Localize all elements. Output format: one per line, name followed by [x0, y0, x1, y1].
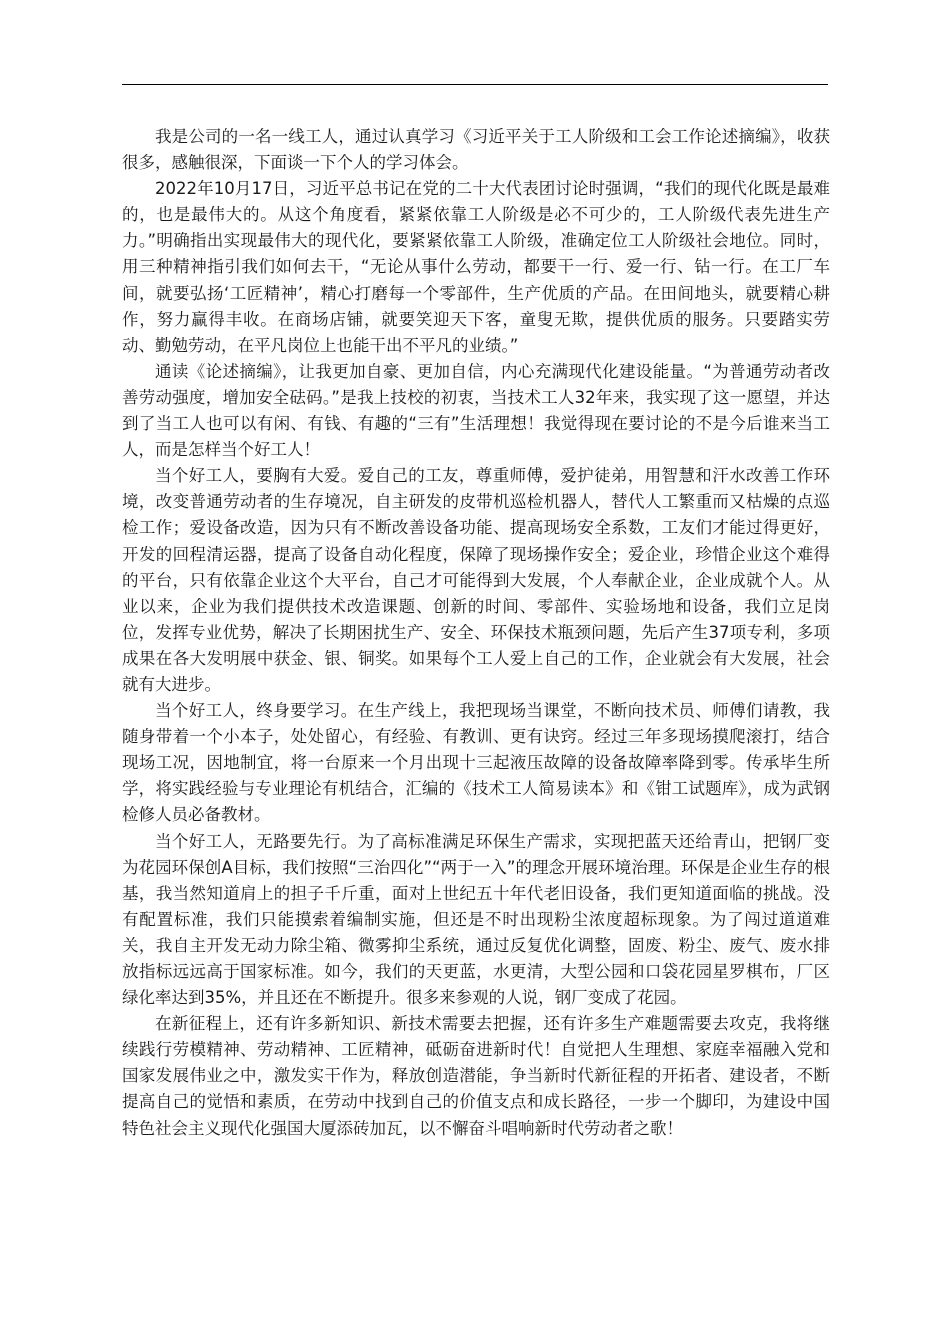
- header-rule: [122, 84, 828, 85]
- paragraph-reading: 通读《论述摘编》，让我更加自豪、更加自信，内心充满现代化建设能量。“为普通劳动者改善劳动强度，增加安全砝码。”是我上技校的初衷，当技术工人32年来，我实现了这一愿望，并达到了当工人也可以有闲、有钱、有趣的“三有”生活理想！我觉得现在要讨论的不是今后谁来当工人，而是怎样当个好工人！: [122, 361, 830, 460]
- document-body: [122, 124, 830, 1142]
- paragraph-learning: 当个好工人，终身要学习。在生产线上，我把现场当课堂，不断向技术员、师傅们请教，我随身带着一个小本子，处处留心，有经验、有教训、更有诀窍。经过三年多现场摸爬滚打，结合现场工况，因地制宜，将一台原来一个月出现十三起液压故障的设备故障率降到零。传承毕生所学，将实践经验与专业理论有机结合，汇编的《技术工人简易读本》和《钳工试题库》，成为武钢检修人员必备教材。: [122, 701, 830, 825]
- paragraph-love: 当个好工人，要胸有大爱。爱自己的工友，尊重师傅，爱护徒弟，用智慧和汗水改善工作环境，改变普通劳动者的生存境况，自主研发的皮带机巡检机器人，替代人工繁重而又枯燥的点巡检工作；爱设备改造，因为只有不断改善设备功能、提高现场安全系数，工友们才能过得更好，开发的回程清运器，提高了设备自动化程度，保障了现场操作安全；爱企业，珍惜企业这个难得的平台，只有依靠企业这个大平台，自己才可能得到大发展，个人奉献企业，企业成就个人。从业以来，企业为我们提供技术改造课题、创新的时间、零部件、实验场地和设备，我们立足岗位，发挥专业优势，解决了长期困扰生产、安全、环保技术瓶颈问题，先后产生37项专利，多项成果在各大发明展中获金、银、铜奖。如果每个工人爱上自己的工作，企业就会有大发展，社会就有大进步。: [122, 466, 830, 694]
- paragraph-intro: 我是公司的一名一线工人，通过认真学习《习近平关于工人阶级和工会工作论述摘编》，收获很多，感触很深，下面谈一下个人的学习体会。: [122, 127, 830, 173]
- paragraph-quote: 2022年10月17日，习近平总书记在党的二十大代表团讨论时强调，“我们的现代化既是最难的，也是最伟大的。从这个角度看，紧紧依靠工人阶级是必不可少的，工人阶级代表先进生产力。”明确指出实现最伟大的现代化，要紧紧依靠工人阶级，准确定位工人阶级社会地位。同时，用三种精神指引我们如何去干，“无论从事什么劳动，都要干一行、爱一行、钻一行。在工厂车间，就要弘扬‘工匠精神’，精心打磨每一个零部件，生产优质的产品。在田间地头，就要精心耕作，努力赢得丰收。在商场店铺，就要笑迎天下客，童叟无欺，提供优质的服务。只要踏实劳动、勤勉劳动，在平凡岗位上也能干出不平凡的业绩。”: [122, 179, 830, 355]
- paragraph-conclusion: 在新征程上，还有许多新知识、新技术需要去把握，还有许多生产难题需要去攻克，我将继续践行劳模精神、劳动精神、工匠精神，砥砺奋进新时代！自觉把人生理想、家庭幸福融入党和国家发展伟业之中，激发实干作为，释放创造潜能，争当新时代新征程的开拓者、建设者，不断提高自己的觉悟和素质，在劳动中找到自己的价值支点和成长路径，一步一个脚印，为建设中国特色社会主义现代化强国大厦添砖加瓦，以不懈奋斗唱响新时代劳动者之歌！: [122, 1014, 830, 1138]
- paragraph-environment: 当个好工人，无路要先行。为了高标准满足环保生产需求，实现把蓝天还给青山，把钢厂变为花园环保创A目标，我们按照“三治四化”“两于一入”的理念开展环境治理。环保是企业生存的根基，我当然知道肩上的担子千斤重，面对上世纪五十年代老旧设备，我们更知道面临的挑战。没有配置标准，我们只能摸索着编制实施，但还是不时出现粉尘浓度超标现象。为了闯过道道难关，我自主开发无动力除尘箱、微雾抑尘系统，通过反复优化调整，固废、粉尘、废气、废水排放指标远远高于国家标准。如今，我们的天更蓝，水更清，大型公园和口袋花园星罗棋布，厂区绿化率达到35%，并且还在不断提升。很多来参观的人说，钢厂变成了花园。: [122, 831, 830, 1008]
